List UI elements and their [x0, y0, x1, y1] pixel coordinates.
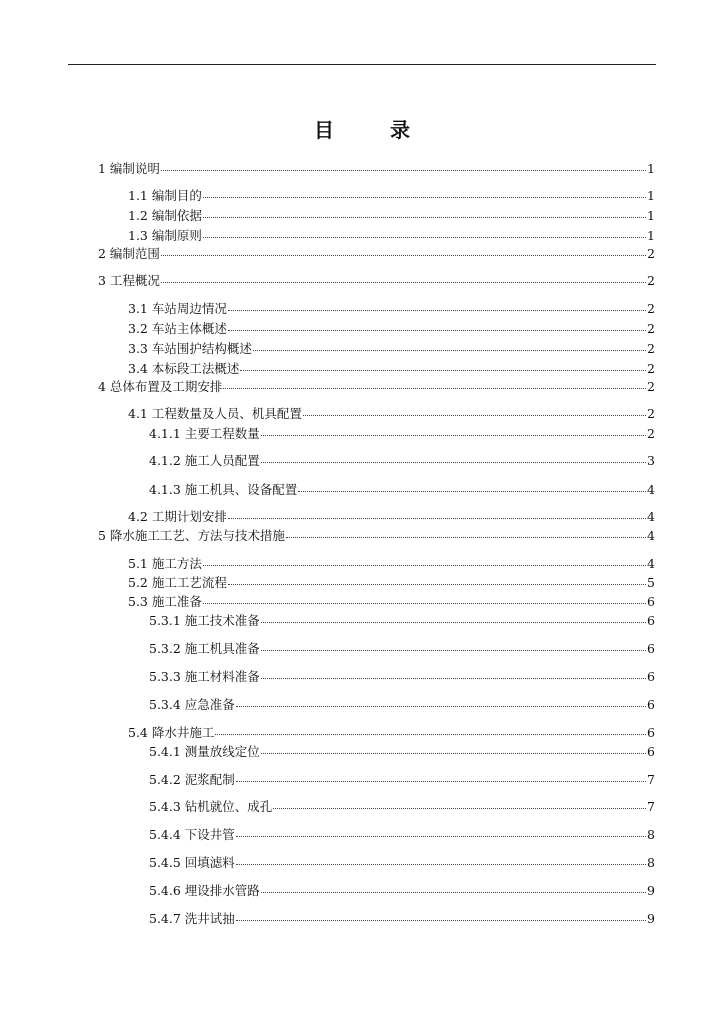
toc-entry-label: 5.3.3 施工材料准备 [149, 669, 260, 684]
toc-entry-page: 8 [647, 827, 655, 842]
toc-entry-label: 2 编制范围 [98, 246, 160, 261]
toc-entry-page: 2 [647, 426, 655, 441]
toc-leader-dots [261, 752, 646, 754]
toc-entry-label: 5.4 降水井施工 [128, 725, 215, 740]
toc-entry-page: 4 [647, 528, 655, 543]
toc-entry-page: 1 [647, 161, 655, 176]
toc-leader-dots [228, 309, 646, 311]
toc-entry-label: 5.4.7 洗井试抽 [149, 911, 235, 926]
toc-entry-label: 5.1 施工方法 [128, 556, 202, 571]
toc-entry-page: 6 [647, 697, 655, 712]
toc-leader-dots [161, 281, 646, 283]
toc-entry-label: 3.3 车站围护结构概述 [128, 341, 252, 356]
toc-entry-page: 2 [647, 361, 655, 376]
toc-leader-dots [261, 461, 646, 463]
toc-entry-page: 6 [647, 594, 655, 609]
toc-entry-page: 6 [647, 669, 655, 684]
toc-entry-label: 5.3.2 施工机具准备 [149, 641, 260, 656]
toc-leader-dots [228, 329, 646, 331]
toc-entry-page: 1 [647, 208, 655, 223]
toc-entry[interactable] [149, 481, 655, 499]
toc-entry-label: 5.4.6 埋设排水管路 [149, 883, 260, 898]
toc-entry-page: 1 [647, 188, 655, 203]
toc-entry-page: 4 [647, 482, 655, 497]
toc-entry[interactable] [128, 320, 655, 338]
toc-entry-label: 5.2 施工工艺流程 [128, 575, 227, 590]
toc-entry-label: 4.1 工程数量及人员、机具配置 [128, 406, 302, 421]
toc-entry-page: 9 [647, 911, 655, 926]
toc-entry[interactable] [149, 826, 655, 844]
toc-leader-dots [161, 169, 646, 171]
toc-entry-label: 5 降水施工工艺、方法与技术措施 [98, 528, 285, 543]
toc-entry-label: 1.1 编制目的 [128, 188, 202, 203]
toc-leader-dots [298, 490, 646, 492]
toc-entry-page: 2 [647, 301, 655, 316]
toc-entry[interactable] [149, 425, 655, 443]
toc-entry[interactable] [128, 360, 655, 378]
toc-entry-page: 8 [647, 855, 655, 870]
toc-entry-page: 2 [647, 379, 655, 394]
toc-leader-dots [161, 254, 646, 256]
toc-entry-page: 6 [647, 641, 655, 656]
toc-entry[interactable] [98, 272, 655, 290]
toc-entry[interactable] [98, 160, 655, 178]
toc-entry[interactable] [98, 245, 655, 263]
toc-leader-dots [203, 196, 646, 198]
toc-entry-page: 4 [647, 556, 655, 571]
toc-entry-label: 3.4 本标段工法概述 [128, 361, 240, 376]
toc-entry-page: 2 [647, 406, 655, 421]
toc-entry-label: 4.1.3 施工机具、设备配置 [149, 482, 298, 497]
toc-leader-dots [261, 434, 646, 436]
toc-entry-label: 5.4.5 回填滤料 [149, 855, 235, 870]
toc-entry-page: 6 [647, 613, 655, 628]
toc-entry-label: 4 总体布置及工期安排 [98, 379, 223, 394]
toc-entry-page: 2 [647, 341, 655, 356]
toc-leader-dots [203, 236, 646, 238]
toc-entry[interactable] [149, 798, 655, 816]
toc-entry[interactable] [149, 854, 655, 872]
toc-entry[interactable] [128, 724, 655, 742]
toc-entry-label: 5.3 施工准备 [128, 594, 202, 609]
toc-entry[interactable] [128, 187, 655, 205]
toc-entry-label: 3.1 车站周边情况 [128, 301, 227, 316]
toc-leader-dots [215, 733, 646, 735]
toc-entry[interactable] [149, 640, 655, 658]
toc-entry[interactable] [98, 378, 655, 396]
toc-entry[interactable] [149, 696, 655, 714]
toc-entry[interactable] [128, 207, 655, 225]
toc-entry[interactable] [149, 612, 655, 630]
toc-entry-page: 1 [647, 228, 655, 243]
toc-entry[interactable] [149, 882, 655, 900]
toc-entry-page: 2 [647, 321, 655, 336]
toc-leader-dots [240, 369, 646, 371]
toc-entry-page: 5 [647, 575, 655, 590]
toc-leader-dots [203, 602, 646, 604]
toc-entry-page: 6 [647, 725, 655, 740]
toc-entry[interactable] [149, 668, 655, 686]
toc-entry-label: 1.2 编制依据 [128, 208, 202, 223]
toc-entry-label: 4.1.1 主要工程数量 [149, 426, 260, 441]
toc-leader-dots [236, 863, 646, 865]
toc-leader-dots [236, 780, 646, 782]
toc-leader-dots [236, 919, 646, 921]
toc-entry[interactable] [128, 300, 655, 318]
toc-entry[interactable] [128, 593, 655, 611]
toc-leader-dots [303, 414, 646, 416]
toc-title: 目 录 [314, 118, 428, 142]
toc-entry-label: 1.3 编制原则 [128, 228, 202, 243]
toc-entry[interactable] [128, 340, 655, 358]
toc-entry-page: 3 [647, 453, 655, 468]
toc-leader-dots [253, 349, 646, 351]
toc-entry-label: 5.4.1 测量放线定位 [149, 744, 260, 759]
toc-entry[interactable] [128, 574, 655, 592]
toc-entry-label: 4.2 工期计划安排 [128, 509, 227, 524]
toc-entry[interactable] [128, 405, 655, 423]
toc-entry-label: 5.4.2 泥浆配制 [149, 772, 235, 787]
toc-entry[interactable] [128, 508, 655, 526]
toc-entry-page: 4 [647, 509, 655, 524]
toc-entry[interactable] [149, 452, 655, 470]
toc-entry-label: 5.4.3 钻机就位、成孔 [149, 799, 273, 814]
toc-entry-page: 2 [647, 273, 655, 288]
toc-entry-label: 3.2 车站主体概述 [128, 321, 227, 336]
toc-entry[interactable] [98, 527, 655, 545]
toc-leader-dots [228, 583, 646, 585]
toc-leader-dots [261, 891, 646, 893]
toc-entry[interactable] [149, 743, 655, 761]
toc-leader-dots [286, 536, 646, 538]
toc-leader-dots [236, 835, 646, 837]
toc-leader-dots [261, 649, 646, 651]
toc-leader-dots [223, 387, 646, 389]
toc-leader-dots [273, 807, 646, 809]
toc-entry-label: 1 编制说明 [98, 161, 160, 176]
toc-entry-page: 7 [647, 772, 655, 787]
toc-leader-dots [228, 517, 646, 519]
toc-leader-dots [203, 564, 646, 566]
toc-entry-page: 6 [647, 744, 655, 759]
toc-entry-label: 5.3.1 施工技术准备 [149, 613, 260, 628]
toc-entry-page: 7 [647, 799, 655, 814]
toc-entry[interactable] [128, 227, 655, 245]
toc-entry-page: 2 [647, 246, 655, 261]
toc-leader-dots [203, 216, 646, 218]
toc-leader-dots [236, 705, 646, 707]
toc-leader-dots [261, 677, 646, 679]
toc-entry[interactable] [149, 910, 655, 928]
toc-leader-dots [261, 621, 646, 623]
toc-entry[interactable] [149, 771, 655, 789]
toc-entry-page: 9 [647, 883, 655, 898]
toc-entry-label: 5.4.4 下设井管 [149, 827, 235, 842]
toc-entry-label: 5.3.4 应急准备 [149, 697, 235, 712]
toc-entry-label: 3 工程概况 [98, 273, 160, 288]
toc-entry-label: 4.1.2 施工人员配置 [149, 453, 260, 468]
toc-entry[interactable] [128, 555, 655, 573]
